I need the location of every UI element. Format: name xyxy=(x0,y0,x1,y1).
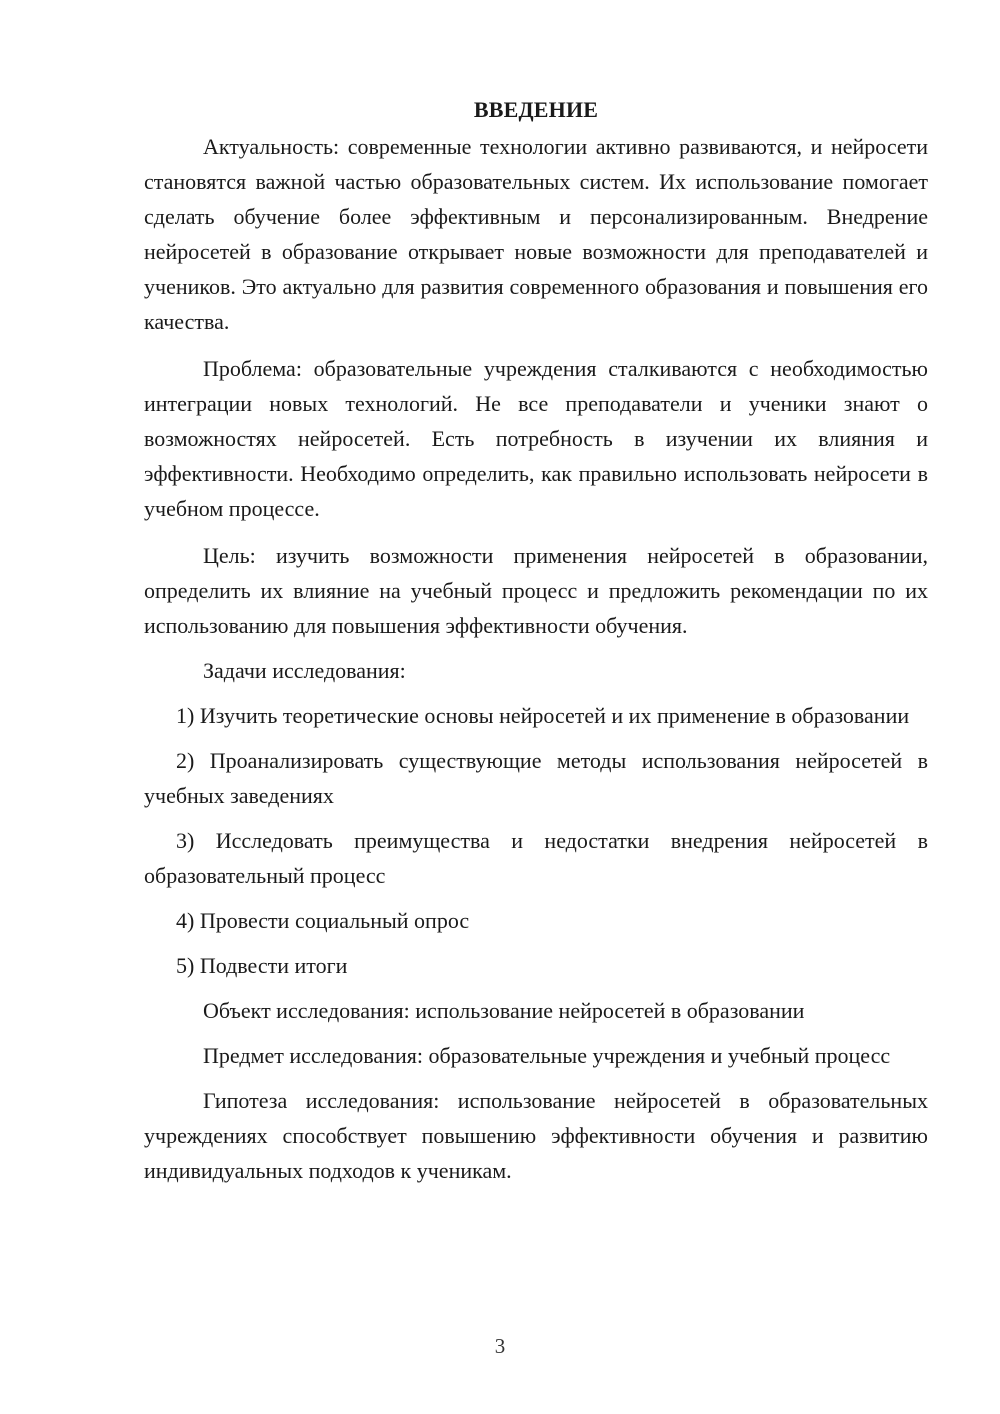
paragraph-tasks-heading: Задачи исследования: xyxy=(203,658,406,683)
paragraph-hypothesis: Гипотеза исследования: использование нейросетей в образовательных учреждениях способствует повышению эффективности обучения и развитию индивидуальных подходов к ученикам. xyxy=(144,1088,928,1183)
task-item-2: 2) Проанализировать существующие методы использования нейросетей в учебных заведениях xyxy=(144,748,928,808)
paragraph-relevance: Актуальность: современные технологии активно развиваются, и нейросети становятся важной частью образовательных систем. Их использование помогает сделать обучение более эффективным и персонализированным. Внедрение нейросетей в образование открывает новые возможности для преподавателей и учеников. Это актуально для развития современного образования и повышения его качества. xyxy=(144,134,928,334)
document-page xyxy=(144,92,928,1188)
paragraph-goal: Цель: изучить возможности применения нейросетей в образовании, определить их влияние на учебный процесс и предложить рекомендации по их использованию для повышения эффективности обучения. xyxy=(144,543,928,638)
paragraph-subject: Предмет исследования: образовательные учреждения и учебный процесс xyxy=(203,1043,891,1068)
task-item-1: 1) Изучить теоретические основы нейросетей и их применение в образовании xyxy=(176,703,910,728)
task-item-5: 5) Подвести итоги xyxy=(176,953,348,978)
task-item-3: 3) Исследовать преимущества и недостатки внедрения нейросетей в образовательный процесс xyxy=(144,828,928,888)
paragraph-problem: Проблема: образовательные учреждения сталкиваются с необходимостью интеграции новых технологий. Не все преподаватели и ученики знают о возможностях нейросетей. Есть потребность в изучении их влияния и эффективности. Необходимо определить, как правильно использовать нейросети в учебном процессе. xyxy=(144,356,928,521)
page-number: 3 xyxy=(494,1334,506,1358)
section-heading: ВВЕДЕНИЕ xyxy=(473,97,599,122)
paragraph-object: Объект исследования: использование нейросетей в образовании xyxy=(203,998,805,1023)
task-item-4: 4) Провести социальный опрос xyxy=(176,908,470,933)
